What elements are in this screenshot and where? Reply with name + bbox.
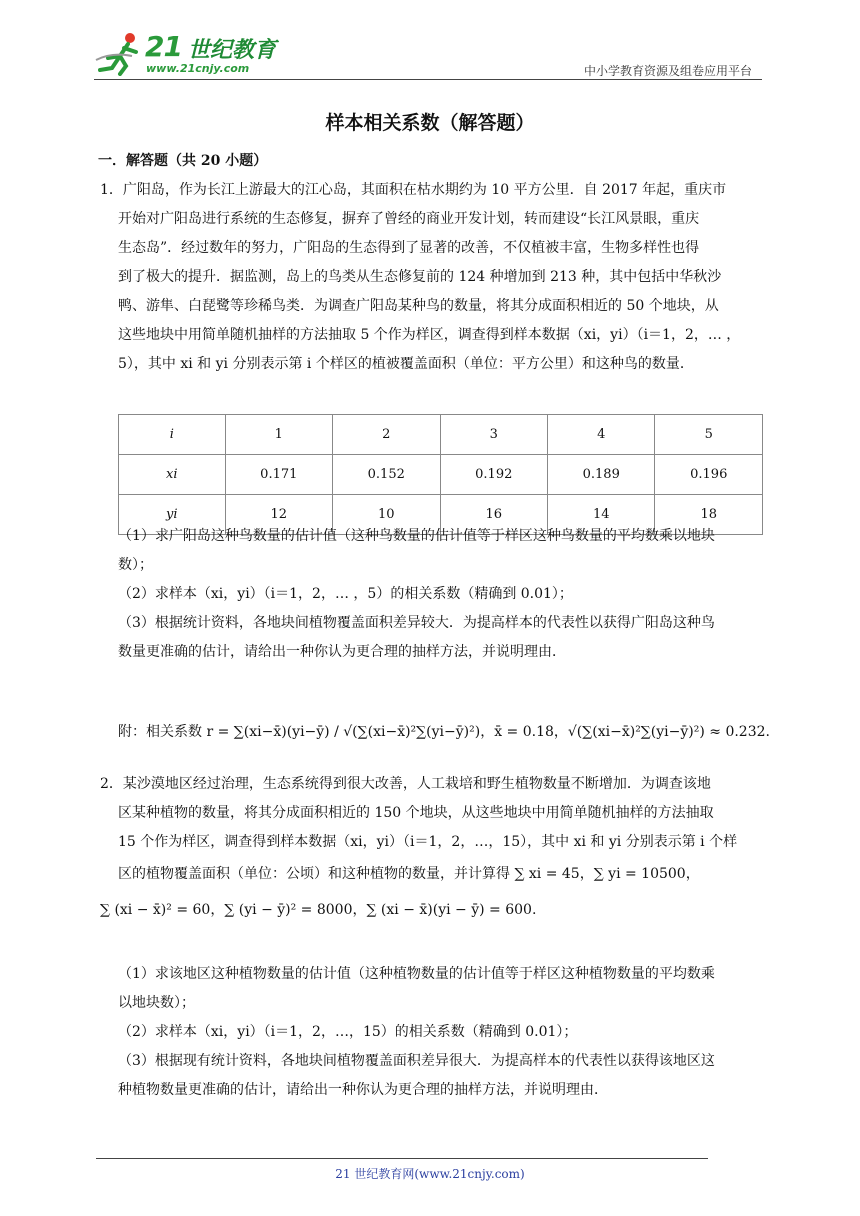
q2-part: （1）求该地区这种植物数量的估计值（这种植物数量的估计值等于样区这种植物数量的平均数乘 [118, 966, 715, 982]
q2-part: （2）求样本（xi，yi）（i＝1，2，…，15）的相关系数（精确到 0.01）； [118, 1024, 578, 1040]
table-cell: 2 [333, 415, 440, 455]
table-cell: 14 [548, 495, 655, 535]
table-cell: 18 [655, 495, 763, 535]
table-cell: 0.152 [333, 455, 440, 495]
q1-line: 1．广阳岛，作为长江上游最大的江心岛，其面积在枯水期约为 10 平方公里．自 2017 年起，重庆市 [100, 182, 727, 198]
table-cell: 0.196 [655, 455, 763, 495]
q2-line: ∑ (xi − x̄)² = 60，∑ (yi − ȳ)² = 8000，∑ (xi − x̄)(yi − ȳ) = 600. [100, 902, 537, 918]
question-1 [100, 176, 768, 379]
q2-line: 区的植物覆盖面积（单位：公顷）和这种植物的数量，并计算得 ∑ xi = 45，∑ yi = 10500， [118, 866, 700, 882]
table-cell: xi [119, 455, 226, 495]
table-cell: i [119, 415, 226, 455]
table-cell: 12 [225, 495, 332, 535]
q1-part: （1）求广阳岛这种鸟数量的估计值（这种鸟数量的估计值等于样区这种鸟数量的平均数乘以地块 [118, 528, 715, 544]
table-cell: 10 [333, 495, 440, 535]
table-cell: 1 [225, 415, 332, 455]
table-cell: 5 [655, 415, 763, 455]
appendix-label: 附：相关系数 [118, 724, 202, 740]
logo-text: 世纪教育 [188, 38, 277, 63]
q1-appendix [118, 718, 778, 747]
logo-url: www.21cnjy.com [146, 62, 250, 75]
q1-line: 开始对广阳岛进行系统的生态修复，摒弃了曾经的商业开发计划，转而建设“长江风景眼，重庆 [118, 211, 700, 227]
q1-part: 数）； [118, 557, 153, 573]
sample-table [118, 414, 763, 535]
q1-part: （2）求样本（xi，yi）（i＝1，2，… ，5）的相关系数（精确到 0.01）； [118, 586, 573, 602]
table-cell: 3 [440, 415, 547, 455]
q1-part: （3）根据统计资料，各地块间植物覆盖面积差异较大．为提高样本的代表性以获得广阳岛这种鸟 [118, 615, 715, 631]
q1-line: 到了极大的提升．据监测，岛上的鸟类从生态修复前的 124 种增加到 213 种，其中包括中华秋沙 [118, 269, 722, 285]
section-heading: 一．解答题（共 20 小题） [98, 153, 268, 169]
table-cell: yi [119, 495, 226, 535]
table-cell: 0.189 [548, 455, 655, 495]
q1-part: 数量更准确的估计，请给出一种你认为更合理的抽样方法，并说明理由． [118, 644, 566, 660]
table-cell: 0.171 [225, 455, 332, 495]
q2-line: 2．某沙漠地区经过治理，生态系统得到很大改善，人工栽培和野生植物数量不断增加．为调查该地 [100, 776, 711, 792]
q1-line: 这些地块中用简单随机抽样的方法抽取 5 个作为样区，调查得到样本数据（xi，yi）（i＝1，2，… ， [118, 327, 741, 343]
runner-logo-icon [92, 30, 152, 76]
platform-name: 中小学教育资源及组卷应用平台 [583, 64, 752, 78]
q2-part: 种植物数量更准确的估计，请给出一种你认为更合理的抽样方法，并说明理由． [118, 1082, 608, 1098]
q1-parts [118, 522, 768, 667]
q1-line: 生态岛”．经过数年的努力，广阳岛的生态得到了显著的改善，不仅植被丰富，生物多样性也得 [118, 240, 700, 256]
q1-line: 5），其中 xi 和 yi 分别表示第 i 个样区的植被覆盖面积（单位：平方公里）和这种鸟的数量． [118, 356, 694, 372]
q2-part: 以地块数）； [118, 995, 195, 1011]
q2-parts [118, 960, 768, 1105]
logo-number: 21 [145, 30, 182, 63]
table-cell: 0.192 [440, 455, 547, 495]
table-cell: 16 [440, 495, 547, 535]
q1-line: 鸭、游隼、白琵鹭等珍稀鸟类．为调查广阳岛某种鸟的数量，将其分成面积相近的 50 个地块，从 [118, 298, 719, 314]
table-row [119, 455, 763, 495]
q2-part: （3）根据现有统计资料，各地块间植物覆盖面积差异很大．为提高样本的代表性以获得该地区这 [118, 1053, 715, 1069]
correlation-formula: r = ∑(xi−x̄)(yi−ȳ) / √(∑(xi−x̄)²∑(yi−ȳ)²)，x̄ = 0.18，√(∑(xi−x̄)²∑(yi−ȳ)²) ≈ 0.232. [206, 724, 770, 740]
q2-line: 15 个作为样区，调查得到样本数据（xi，yi）（i＝1，2，…，15），其中 xi 和 yi 分别表示第 i 个样 [118, 834, 738, 850]
table-cell: 4 [548, 415, 655, 455]
page-title: 样本相关系数（解答题） [325, 112, 535, 134]
table-row [119, 415, 763, 455]
q2-line: 区某种植物的数量，将其分成面积相近的 150 个地块，从这些地块中用简单随机抽样的方法抽取 [118, 805, 714, 821]
footer-text: 21 世纪教育网(www.21cnjy.com) [335, 1167, 525, 1181]
header-divider [94, 79, 762, 80]
footer-divider [96, 1158, 708, 1159]
question-2 [100, 770, 768, 928]
